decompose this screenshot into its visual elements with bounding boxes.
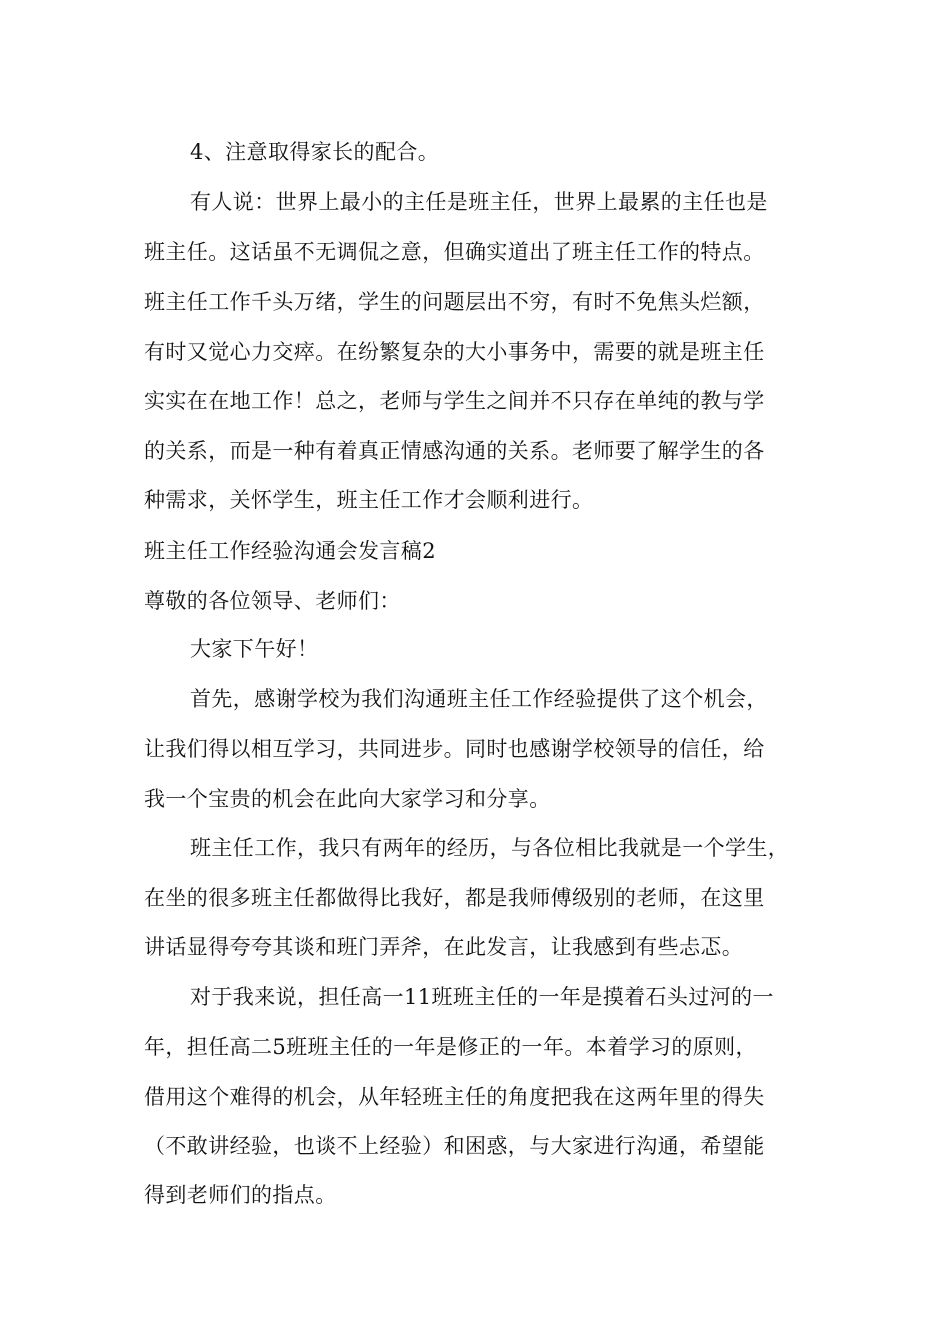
paragraph-line: 有人说：世界上最小的主任是班主任，世界上最累的主任也是 (190, 190, 768, 214)
greeting: 大家下午好！ (190, 637, 319, 661)
paragraph-line: 有时又觉心力交瘁。在纷繁复杂的大小事务中，需要的就是班主任 (144, 340, 765, 364)
paragraph-line: 讲话显得夸夸其谈和班门弄斧，在此发言，让我感到有些忐忑。 (144, 935, 744, 959)
paragraph-line: 的关系，而是一种有着真正情感沟通的关系。老师要了解学生的各 (144, 439, 765, 463)
paragraph-line: 借用这个难得的机会，从年轻班主任的角度把我在这两年里的得失 (144, 1085, 765, 1109)
paragraph-line: 在坐的很多班主任都做得比我好，都是我师傅级别的老师，在这里 (144, 886, 765, 910)
paragraph-line: 得到老师们的指点。 (144, 1183, 337, 1207)
salutation: 尊敬的各位领导、老师们： (144, 589, 401, 613)
paragraph-line: 实实在在地工作！总之，老师与学生之间并不只存在单纯的教与学 (144, 389, 765, 413)
paragraph-line: 种需求，关怀学生，班主任工作才会顺利进行。 (144, 488, 594, 512)
paragraph-line: 班主任。这话虽不无调侃之意，但确实道出了班主任工作的特点。 (144, 240, 765, 264)
paragraph-line: 对于我来说，担任高一11班班主任的一年是摸着石头过河的一 (190, 985, 774, 1009)
paragraph-line: 4、注意取得家长的配合。 (190, 140, 440, 164)
paragraph-line: 让我们得以相互学习，共同进步。同时也感谢学校领导的信任，给 (144, 737, 765, 761)
section-heading: 班主任工作经验沟通会发言稿2 (144, 539, 436, 563)
paragraph-line: 班主任工作，我只有两年的经历，与各位相比我就是一个学生， (190, 836, 790, 860)
paragraph-line: 我一个宝贵的机会在此向大家学习和分享。 (144, 787, 551, 811)
paragraph-line: （不敢讲经验，也谈不上经验）和困惑，与大家进行沟通，希望能 (144, 1134, 765, 1158)
paragraph-line: 首先，感谢学校为我们沟通班主任工作经验提供了这个机会， (190, 687, 768, 711)
paragraph-line: 年，担任高二5班班主任的一年是修正的一年。本着学习的原则， (144, 1035, 757, 1059)
paragraph-line: 班主任工作千头万绪，学生的问题层出不穷，有时不免焦头烂额， (144, 290, 765, 314)
